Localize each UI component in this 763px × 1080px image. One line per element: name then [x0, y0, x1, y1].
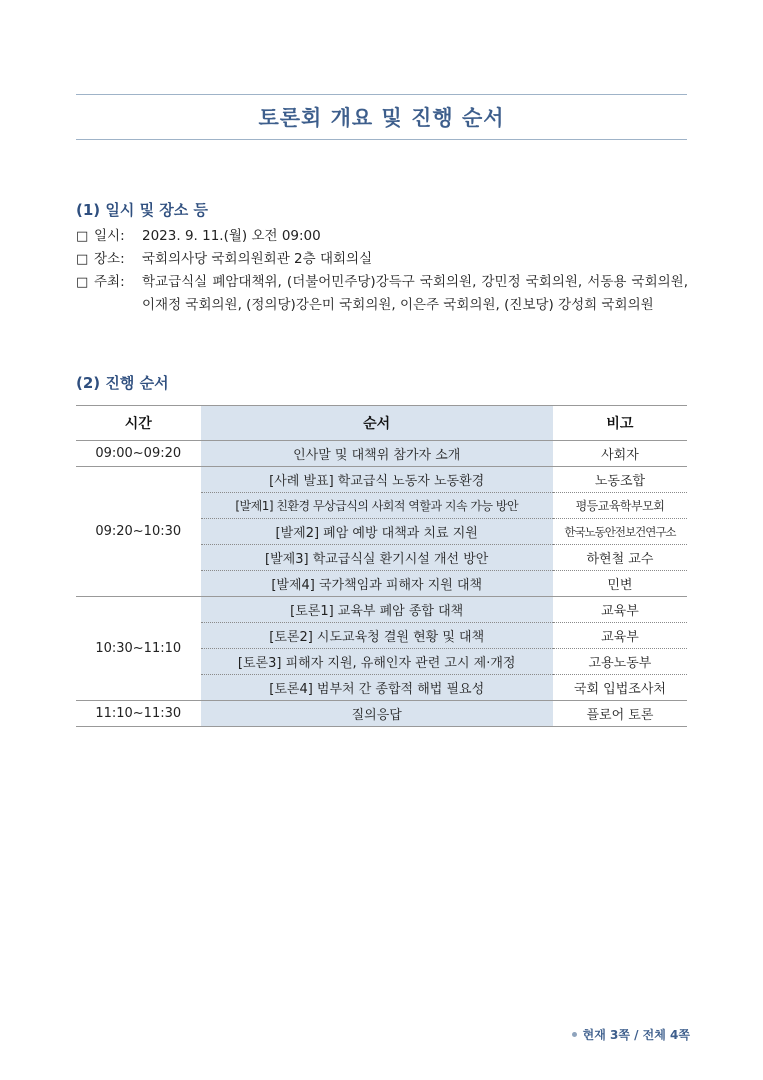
order-cell: 인사말 및 대책위 참가자 소개 [201, 441, 553, 467]
order-cell: 질의응답 [201, 701, 553, 727]
note-cell: 교육부 [553, 597, 687, 623]
order-cell: [토론2] 시도교육청 결원 현황 및 대책 [201, 623, 553, 649]
note-cell: 교육부 [553, 623, 687, 649]
info-row-venue [76, 248, 688, 271]
note-cell: 플로어 토론 [553, 701, 687, 727]
note-cell: 민변 [553, 571, 687, 597]
section-heading-schedule-venue: (1) 일시 및 장소 등 [76, 201, 208, 219]
order-cell: [발제2] 폐암 예방 대책과 치료 지원 [201, 519, 553, 545]
info-row-host [76, 271, 688, 317]
order-cell: [발제4] 국가책임과 피해자 지원 대책 [201, 571, 553, 597]
checkbox-square-icon: □ [76, 229, 89, 244]
note-cell: 노동조합 [553, 467, 687, 493]
note-cell: 고용노동부 [553, 649, 687, 675]
info-label: 장소: [94, 251, 125, 267]
header-note: 비고 [553, 406, 687, 441]
order-cell: [토론3] 피해자 지원, 유해인자 관련 고시 제·개정 [201, 649, 553, 675]
time-cell: 10:30~11:10 [76, 597, 201, 701]
info-value: 학교급식실 폐암대책위, (더불어민주당)강득구 국회의원, 강민정 국회의원, 서동용 국회의원, 이재정 국회의원, (정의당)강은미 국회의원, 이은주 국회의원, (진보당) 강성희 국회의원 [142, 274, 688, 313]
order-cell: [토론1] 교육부 폐암 종합 대책 [201, 597, 553, 623]
time-cell: 09:00~09:20 [76, 441, 201, 467]
note-cell: 국회 입법조사처 [553, 675, 687, 701]
table-row [76, 597, 687, 623]
note-cell: 한국노동안전보건연구소 [553, 519, 687, 545]
order-cell: [발제1] 친환경 무상급식의 사회적 역할과 지속 가능 방안 [201, 493, 553, 519]
info-label: 일시: [94, 228, 125, 244]
table-header-row [76, 406, 687, 441]
header-time: 시간 [76, 406, 201, 441]
time-cell: 09:20~10:30 [76, 467, 201, 597]
order-cell: [발제3] 학교급식실 환기시설 개선 방안 [201, 545, 553, 571]
section-heading-program: (2) 진행 순서 [76, 374, 169, 392]
order-cell: [토론4] 범부처 간 종합적 해법 필요성 [201, 675, 553, 701]
checkbox-square-icon: □ [76, 252, 89, 267]
note-cell: 사회자 [553, 441, 687, 467]
page-indicator: 현재 3쪽 / 전체 4쪽 [582, 1028, 690, 1042]
title-box [76, 94, 687, 140]
order-cell: [사례 발표] 학교급식 노동자 노동환경 [201, 467, 553, 493]
program-table [76, 405, 687, 727]
info-value: 국회의사당 국회의원회관 2층 대회의실 [142, 251, 373, 267]
bullet-dot-icon [572, 1032, 577, 1037]
note-cell: 하현철 교수 [553, 545, 687, 571]
header-order: 순서 [201, 406, 553, 441]
time-cell: 11:10~11:30 [76, 701, 201, 727]
table-row [76, 467, 687, 493]
info-label: 주최: [94, 274, 125, 290]
info-row-date [76, 225, 688, 248]
info-value: 2023. 9. 11.(월) 오전 09:00 [142, 228, 321, 244]
note-cell: 평등교육학부모회 [553, 493, 687, 519]
table-row [76, 441, 687, 467]
page-footer [572, 1026, 690, 1043]
info-list [76, 225, 688, 317]
page-title: 토론회 개요 및 진행 순서 [258, 106, 505, 130]
checkbox-square-icon: □ [76, 275, 89, 290]
table-row [76, 701, 687, 727]
